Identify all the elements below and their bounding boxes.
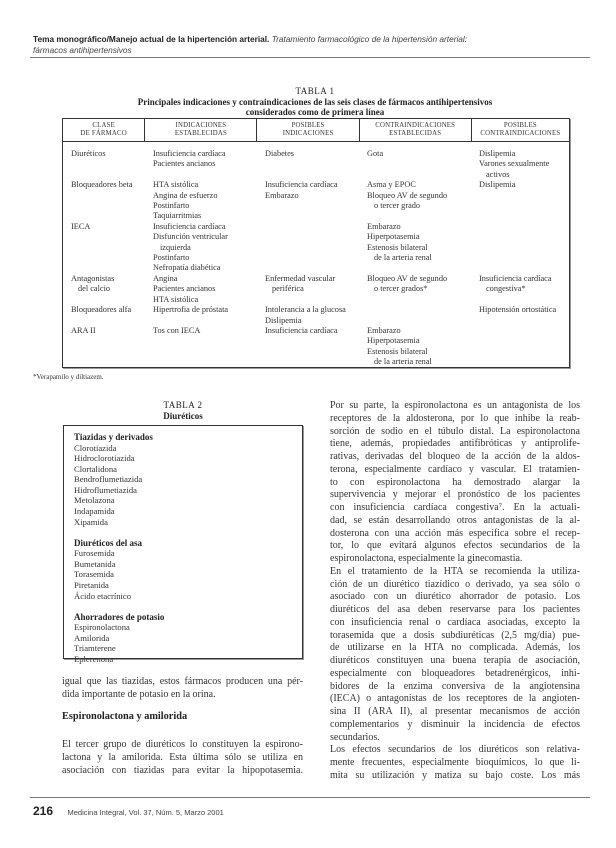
table1-cell-line: activos <box>486 169 510 179</box>
table2-group <box>74 538 302 601</box>
table1-cell-line: Dislipemia <box>479 149 516 158</box>
table1-cell-line: Tos con IECA <box>153 325 201 335</box>
table1-cell-line: Bloqueo AV de segundo <box>367 190 448 200</box>
table1-row <box>63 149 569 180</box>
text-line: sina II (ARA II), al presentar mecanismos de acción <box>330 706 580 717</box>
text-line: tor, lo que evitará algunos efectos secundarios de la <box>330 540 580 552</box>
table1-cell <box>145 305 257 326</box>
table1-cell-line: ARA II <box>71 325 96 335</box>
text-line: diuréticos constituyen una buena terapia de asociación, <box>330 655 580 666</box>
journal-citation: Medicina Integral, Vol. 37, Núm. 5, Marzo 2001 <box>67 808 224 817</box>
table1-cell-line: Varones sexualmente <box>479 159 550 169</box>
table2-item: Triamterene <box>74 643 116 654</box>
header-title-cont: fármacos antihipertensivos <box>33 44 132 55</box>
section-heading: Espironolactona y amilorida <box>62 711 188 722</box>
table1-cell-line: de la arteria renal <box>374 253 432 263</box>
table1-cell <box>471 305 569 326</box>
table1-cell-line: Intolerancia a la glucosa <box>265 305 346 315</box>
table1-row <box>63 305 569 326</box>
table2-group-heading: Diuréticos del asa <box>74 537 142 548</box>
table1-cell-line: Embarazo <box>367 221 401 231</box>
table1-cell-line: Disfunción ventricular <box>153 232 228 242</box>
table1-row <box>63 274 569 305</box>
table1-cell <box>63 180 145 222</box>
table1-label: TABLA 1 <box>295 86 335 96</box>
left-paragraph-1 <box>62 676 303 702</box>
table1-cell <box>471 326 569 368</box>
table1-cell-line: Dislipemia <box>479 180 516 190</box>
table2-item: Amilorida <box>74 632 110 643</box>
table1-cell <box>145 274 257 305</box>
table1-cell-line: Insuficiencia cardíaca <box>265 325 338 335</box>
table1-cell-line: Diuréticos <box>71 149 106 158</box>
table2-item: Espironolactona <box>74 622 130 633</box>
table1-column-header: POSIBLES INDICACIONES <box>257 119 359 141</box>
table2-item: Xipamida <box>74 516 108 527</box>
text-line: supervivencia y mejorar el pronóstico de los pacientes <box>330 489 580 501</box>
text-line: En el tratamiento de la HTA se recomienda la utiliza- <box>330 565 580 577</box>
table2-item: Hidroclorotiazida <box>74 453 135 464</box>
table1-cell <box>63 222 145 274</box>
table2-group-heading: Ahorradores de potasio <box>74 611 165 622</box>
table1-cell-line: Insuficiencia cardíaca <box>265 180 338 190</box>
table1-title: Principales indicaciones y contraindicaciones de las seis clases de fármacos antihipertensivos <box>137 96 493 107</box>
table1-cell-line: Postinfarto <box>153 253 190 263</box>
table1-cell <box>359 222 471 274</box>
table2 <box>63 425 303 664</box>
table1 <box>62 118 570 368</box>
table1-cell <box>359 149 471 180</box>
table1-cell-line: Insuficiencia cardíaca <box>479 273 552 283</box>
table1-cell <box>145 149 257 180</box>
table1-cell-line: Bloqueadores alfa <box>71 305 132 315</box>
table1-cell-line: Pacientes ancianos <box>153 159 216 169</box>
text-line: especialmente con bloqueadores betadrenérgicos, inhi- <box>330 667 580 679</box>
text-line: El tercer grupo de diuréticos lo constituyen la espirono- <box>62 739 303 750</box>
table1-cell <box>257 222 359 274</box>
table1-cell <box>359 180 471 222</box>
table1-cell-line: Dislipemia <box>265 315 302 325</box>
table1-title-cont: considerados como de primera línea <box>245 107 385 117</box>
table1-cell <box>471 274 569 305</box>
table1-cell-line: Taquiarritmias <box>153 211 202 221</box>
table2-item: Metolazona <box>74 495 115 506</box>
footer-rule <box>30 797 590 798</box>
text-line: dad, se están desarrollando otros antagonistas de la al- <box>330 514 580 526</box>
text-line: dosterona con una acción más específica sobre el recep- <box>330 527 580 539</box>
text-line: de utilizarse en la HTA no complicada. Además, los <box>330 642 580 654</box>
table1-cell <box>257 180 359 222</box>
text-line: bidores de la enzima conversiva de la angiotensina <box>330 680 580 692</box>
header-section: Tema monográfico/Manejo actual de la hipertención arterial. <box>33 34 270 44</box>
table1-column-header: INDICACIONES ESTABLECIDAS <box>145 119 257 141</box>
table1-cell <box>145 222 257 274</box>
text-line: complementarios y disminuir la incidencia de efectos <box>330 718 580 730</box>
text-line: ción de un diurético tiazídico o derivado, ya sea sólo o <box>330 578 580 590</box>
text-line: Los efectos secundarios de los diuréticos son relativa- <box>330 744 580 756</box>
table2-item: Bendroflumetiazida <box>74 474 143 485</box>
table1-cell-line: Embarazo <box>367 325 401 335</box>
table1-cell <box>359 274 471 305</box>
text-line: asociado con un diurético ahorrador de potasio. Los <box>330 591 580 603</box>
text-line: asociación con tiazidas para evitar la hipopotasemia. <box>62 764 303 776</box>
header-title: Tratamiento farmacológico de la hipertensión arterial: <box>271 34 468 44</box>
table2-item: Indapamida <box>74 506 115 517</box>
table1-footnote: *Verapamilo y diltiazem. <box>33 373 104 381</box>
table1-row <box>63 180 569 222</box>
text-line: con insuficiencia cardíaca congestiva⁷. En la actuali- <box>330 502 580 513</box>
table1-cell-line: IECA <box>71 221 91 231</box>
table1-cell <box>145 180 257 222</box>
table1-cell-line: Hipertrofia de próstata <box>153 305 229 315</box>
table2-item: Eplerenona <box>74 654 114 664</box>
running-header <box>33 34 593 55</box>
table1-cell-line: Asma y EPOC <box>367 180 416 190</box>
table1-cell-line: HTA sistólica <box>153 180 199 190</box>
table1-cell-line: Postinfarto <box>153 201 190 211</box>
table1-cell-line: Antagonistas <box>71 273 115 283</box>
table1-cell-line: Estenosis bilateral <box>367 346 428 356</box>
text-line: to con espironolactona ha demostrado alargar la <box>330 476 580 488</box>
table1-cell-line: Hipotensión ortostática <box>479 305 557 315</box>
table1-cell-line: Bloqueo AV de segundo <box>367 273 448 283</box>
table2-item: Hidroflumetiazida <box>74 484 137 495</box>
text-line: espironolactona, especialmente la ginecomastia. <box>330 553 523 564</box>
table1-cell <box>471 149 569 180</box>
text-line: tiene, además, propiedades antifibróticas y antiprolife- <box>330 438 580 450</box>
table2-item: Bumetanida <box>74 558 116 569</box>
text-line: lactona y la amilorida. Esta última sólo se utiliza en <box>62 751 303 763</box>
page-number: 216 <box>33 804 54 818</box>
text-line: secundarios. <box>330 731 380 743</box>
table1-cell <box>471 180 569 222</box>
right-column-text <box>330 400 580 783</box>
table1-cell-line: izquierda <box>160 242 191 252</box>
table1-cell <box>257 274 359 305</box>
text-line: torasemida que a dosis subdiuréticas (2,5 mg/día) pue- <box>330 629 580 641</box>
table1-column-header: CONTRAINDICACIONES ESTABLECIDAS <box>360 119 472 141</box>
table1-cell <box>257 149 359 180</box>
table1-cell-line: Enfermedad vascular <box>265 273 336 283</box>
table2-group-heading: Tiazidas y derivados <box>74 432 153 442</box>
table2-item: Furosemida <box>74 548 115 559</box>
table2-label: TABLA 2 <box>163 400 203 410</box>
table1-cell <box>359 305 471 326</box>
table1-cell-line: Pacientes ancianos <box>153 284 216 294</box>
table1-cell <box>63 305 145 326</box>
text-line: terona, especialmente cardíaco y vascular. El tratamien- <box>330 463 580 475</box>
table2-item: Clortalidona <box>74 463 117 474</box>
table1-caption <box>62 86 568 118</box>
text-line: mente frecuentes, especialmente bioquímicos, lo que li- <box>330 757 580 768</box>
table1-cell-line: o tercer grados* <box>374 284 428 294</box>
text-line: con insuficiencia renal o cardíaca asociadas, excepto la <box>330 616 580 628</box>
table2-group <box>74 432 302 527</box>
table2-item: Torasemida <box>74 569 114 580</box>
table1-cell <box>359 326 471 368</box>
text-line: dida importante de potasio en la orina. <box>62 688 216 700</box>
table1-cell-line: Insuficiencia cardíaca <box>153 149 226 158</box>
table1-cell-line: Hiperpotasemia <box>367 232 420 242</box>
text-line: Por su parte, la espironolactona es un antagonista de los <box>330 400 580 411</box>
table2-item: Piretanida <box>74 580 109 591</box>
table1-cell-line: Bloqueadores beta <box>71 180 133 190</box>
table1-cell-line: Gota <box>367 149 384 158</box>
table1-cell-line: del calcio <box>78 284 111 294</box>
table1-cell-line: Nefropatía diabética <box>153 263 221 273</box>
text-line: receptores de la aldosterona, por lo que inhibe la reab- <box>330 412 580 424</box>
left-paragraph-2 <box>62 739 303 777</box>
header-rule <box>30 57 590 58</box>
table2-group <box>74 612 302 665</box>
table1-cell <box>257 305 359 326</box>
table1-cell-line: HTA sistólica <box>153 294 199 304</box>
table1-cell-line: congestiva* <box>486 284 526 294</box>
text-line: diuréticos del asa deben reservarse para los pacientes <box>330 604 580 615</box>
table1-cell-line: o tercer grado <box>374 201 421 211</box>
table1-row <box>63 326 569 368</box>
table1-cell-line: Hiperpotasemia <box>367 336 420 346</box>
table1-header <box>63 119 569 142</box>
table1-cell <box>63 149 145 180</box>
table1-column-header: CLASE DE FÁRMACO <box>63 119 145 141</box>
table1-cell-line: Angina <box>153 273 178 283</box>
text-line: (IECA) o antagonistas de los receptores de la angioten- <box>330 693 580 705</box>
text-line: sorción de sodio en el túbulo distal. La espironolactona <box>330 425 580 437</box>
table1-cell-line: Angina de esfuerzo <box>153 190 218 200</box>
table1-cell <box>63 326 145 368</box>
table1-cell-line: Estenosis bilateral <box>367 242 428 252</box>
table1-cell-line: Embarazo <box>265 190 299 200</box>
table1-cell-line: Insuficiencia cardíaca <box>153 221 226 231</box>
table1-cell <box>471 222 569 274</box>
text-line: mita su utilización y matiza su bajo coste. Los más <box>330 769 580 781</box>
text-line: rativas, derivadas del bloqueo de la acción de la aldos- <box>330 451 580 462</box>
table1-cell-line: de la arteria renal <box>374 357 432 367</box>
table1-column-header: POSIBLES CONTRAINDICACIONES <box>480 121 561 137</box>
footer <box>33 802 224 820</box>
table1-cell-line: periférica <box>272 284 304 294</box>
table2-caption <box>63 400 303 421</box>
table1-cell <box>257 326 359 368</box>
table1-cell-line: Diabetes <box>265 149 295 158</box>
table2-item: Ácido etacrínico <box>74 590 132 601</box>
table2-item: Clorotiazida <box>74 442 117 453</box>
text-line: igual que las tiazidas, estos fármacos producen una pér- <box>62 676 303 687</box>
table1-body <box>63 142 569 368</box>
table1-cell <box>63 274 145 305</box>
table1-cell <box>145 326 257 368</box>
table1-row <box>63 222 569 274</box>
table2-title: Diuréticos <box>163 410 203 421</box>
